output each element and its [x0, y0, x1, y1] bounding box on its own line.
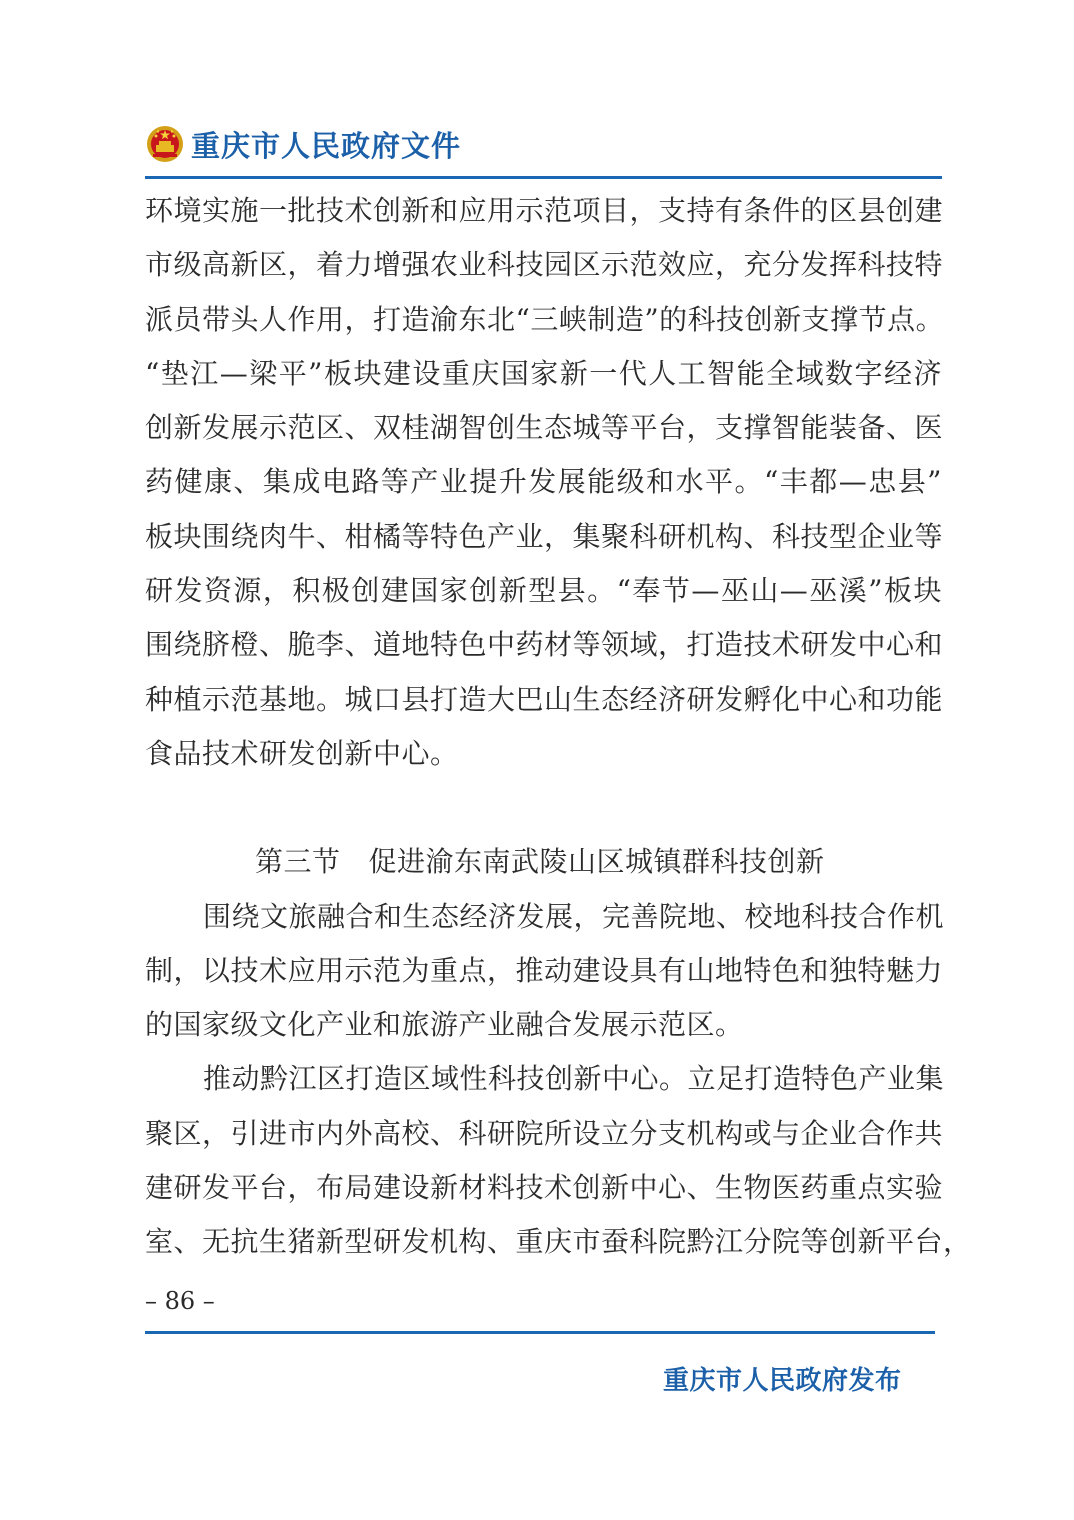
national-emblem-icon [145, 124, 185, 164]
text-line: 围绕文旅融合和生态经济发展，完善院地、校地科技合作机 [203, 899, 945, 933]
text-line: 室、无抗生猪新型研发机构、重庆市蚕科院黔江分院等创新平台， [145, 1225, 972, 1259]
page-number: – 86 – [145, 1287, 215, 1315]
text-line: 制，以技术应用示范为重点，推动建设具有山地特色和独特魅力 [145, 953, 944, 987]
text-line: 板块围绕肉牛、柑橘等特色产业，集聚科研机构、科技型企业等 [145, 519, 944, 553]
text-line: “垫江—梁平”板块建设重庆国家新一代人工智能全域数字经济 [145, 356, 942, 390]
text-line: 创新发展示范区、双桂湖智创生态城等平台，支撑智能装备、医 [145, 411, 944, 445]
paragraph-gap [145, 781, 942, 835]
text-line: 环境实施一批技术创新和应用示范项目，支持有条件的区县创建 [145, 194, 944, 227]
header-divider [145, 176, 942, 179]
paragraph [145, 890, 945, 1053]
footer-divider [145, 1331, 935, 1334]
footer-publisher: 重庆市人民政府发布 [663, 1366, 902, 1396]
document-body [145, 184, 972, 1270]
text-line: 药健康、集成电路等产业提升发展能级和水平。“丰都—忠县” [145, 465, 942, 499]
text-line: 的国家级文化产业和旅游产业融合发展示范区。 [145, 1008, 744, 1042]
document-header [145, 120, 461, 168]
text-line: 推动黔江区打造区域性科技创新中心。立足打造特色产业集 [203, 1062, 945, 1096]
text-line: 研发资源，积极创建国家创新型县。“奉节—巫山—巫溪”板块 [145, 574, 942, 608]
section-label: 第三节 [255, 845, 341, 879]
text-line: 围绕脐橙、脆李、道地特色中药材等领域，打造技术研发中心和 [145, 628, 944, 662]
text-line: 派员带头人作用，打造渝东北“三峡制造”的科技创新支撑节点。 [145, 302, 945, 336]
text-line: 聚区，引进市内外高校、科研院所设立分支机构或与企业合作共 [145, 1116, 944, 1150]
text-line: 建研发平台，布局建设新材料技术创新中心、生物医药重点实验 [145, 1171, 944, 1205]
section-heading [145, 835, 942, 889]
section-title: 促进渝东南武陵山区城镇群科技创新 [368, 845, 825, 879]
document-header-title: 重庆市人民政府文件 [191, 128, 462, 163]
paragraph [145, 184, 945, 781]
text-line: 食品技术研发创新中心。 [145, 736, 459, 770]
text-line: 种植示范基地。城口县打造大巴山生态经济研发孵化中心和功能 [145, 682, 944, 716]
paragraph [145, 1052, 972, 1269]
text-line: 市级高新区，着力增强农业科技园区示范效应，充分发挥科技特 [145, 248, 944, 282]
